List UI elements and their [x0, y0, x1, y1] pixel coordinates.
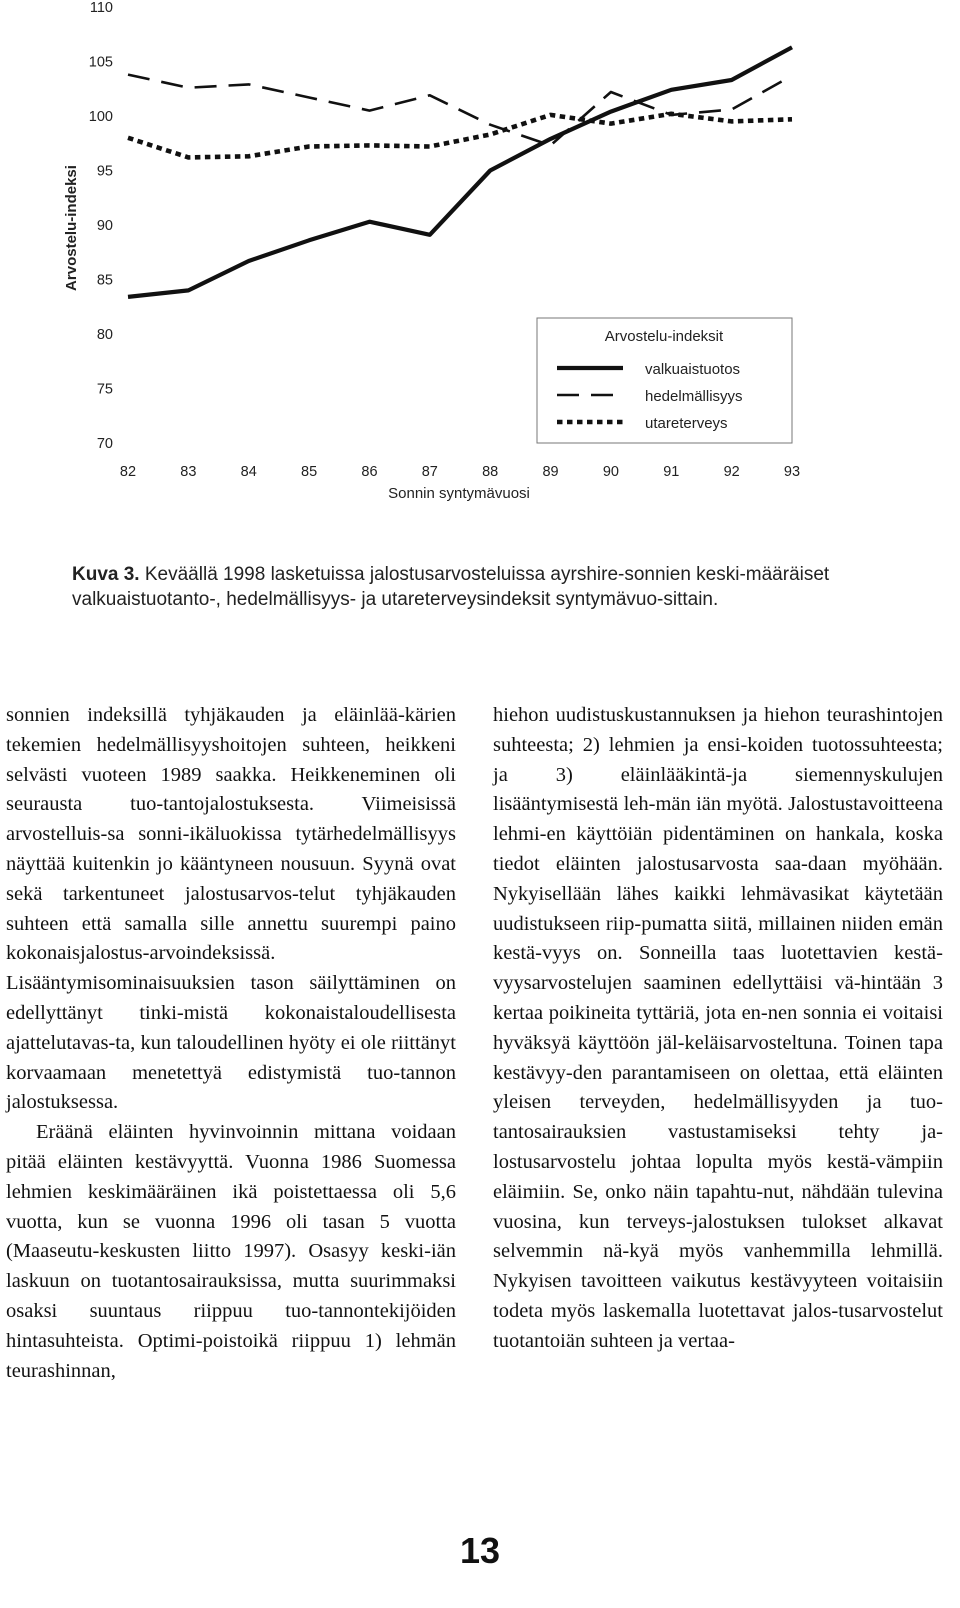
- body-column-right: [493, 701, 943, 1357]
- series-layer: [128, 47, 792, 297]
- figure-caption: [72, 562, 890, 612]
- x-tick-label: 82: [119, 464, 137, 480]
- body-column-left: [6, 701, 456, 1386]
- y-tick-label: 80: [96, 327, 113, 343]
- paragraph: Eräänä eläinten hyvinvoinnin mittana voidaan pitää eläinten kestävyyttä. Vuonna 1986 Suomessa lehmien keskimääräinen ikä poistettaessa oli 5,6 vuotta, kun se vuonna 1996 oli tasan 5 vuotta (Maaseutu-keskusten liitto 1997). Osasyy keski-iän laskuun on tuotantosairauksissa, mutta suurimmaksi osaksi suuntaus riippuu tuo-tannontekijöiden hintasuhteista. Optimi-poistoikä riippuu 1) lehmän teurashinnan,: [6, 1121, 456, 1382]
- legend-label: valkuaistuotos: [645, 361, 741, 378]
- y-tick-label: 95: [96, 163, 113, 180]
- y-tick-label: 100: [88, 109, 113, 125]
- y-tick-label: 70: [96, 436, 113, 452]
- line-chart: [0, 0, 960, 530]
- legend: [537, 318, 792, 443]
- series-line-utareterveys: [128, 114, 792, 158]
- series-line-valkuaistuotos: [128, 47, 792, 297]
- caption-label: Kuva 3.: [72, 564, 140, 585]
- y-axis-label: Arvostelu-indeksi: [63, 165, 80, 291]
- y-tick-label: 90: [96, 218, 113, 234]
- y-tick-label: 110: [89, 0, 113, 16]
- x-tick-label: 90: [602, 464, 619, 480]
- paragraph: sonnien indeksillä tyhjäkauden ja eläinlää-kärien tekemien hedelmällisyyshoitojen suhteen, heikkeni selvästi vuoteen 1989 saakka. Heikkeneminen oli seurausta tuo-tantojalostuksesta. Viimeisissä arvostelluis-sa sonni-ikäluokissa tytärhedelmällisyys näyttää kuitenkin jo kääntyneen nousuun. Syynä ovat sekä tarkentuneet jalostusarvos-telut tyhjäkauden suhteen että samalla sille annettu suurempi paino kokonaisjalostus-arvoindeksissä. Lisääntymisominaisuuksien tason säilyttäminen on edellyttänyt tinki-mistä kokonaistaloudellisesta ajattelutavas-ta, kun taloudellinen hyöty ei ole riittänyt korvaamaan menetettyä edistymistä tuo-tannon jalostuksessa.: [6, 704, 456, 1114]
- x-axis-ticks: [120, 464, 800, 480]
- legend-label: utareterveys: [645, 415, 728, 432]
- x-tick-label: 92: [723, 464, 740, 480]
- legend-label: hedelmällisyys: [645, 388, 743, 405]
- x-tick-label: 83: [180, 464, 197, 480]
- x-tick-label: 88: [482, 464, 499, 480]
- y-axis-ticks: [89, 0, 113, 452]
- page-number: 13: [459, 1530, 501, 1571]
- x-tick-label: 86: [361, 464, 378, 480]
- y-tick-label: 105: [88, 54, 113, 71]
- caption-text: Keväällä 1998 lasketuissa jalostusarvosteluissa ayrshire-sonnien keski-määräiset valkuaistuotanto-, hedelmällisyys- ja utareterveysindeksit syntymävuo-sittain.: [72, 564, 830, 610]
- x-tick-label: 89: [542, 464, 559, 480]
- legend-title: Arvostelu-indeksit: [604, 328, 724, 345]
- x-axis-label: Sonnin syntymävuosi: [388, 485, 530, 502]
- x-tick-label: 93: [783, 464, 801, 480]
- x-tick-label: 84: [240, 464, 257, 480]
- y-tick-label: 85: [96, 272, 113, 289]
- x-tick-label: 87: [421, 464, 438, 480]
- paragraph: hiehon uudistuskustannuksen ja hiehon teurashintojen suhteesta; 2) lehmien ja ensi-koiden tuotossuhteesta; ja 3) eläinlääkintä-ja siemennyskulujen lisääntymisestä leh-män iän myötä. Jalostustavoitteena lehmi-en käyttöiän pidentäminen on hankala, koska tiedot eläinten jalostusarvosta saa-daan myöhään. Nykyisellään lähes kaikki lehmävasikat käytetään uudistukseen riip-pumatta siitä, millainen niiden emän kestä-vyys on. Sonneilla taas luotettavien kestä-vyysarvostelujen saaminen edellyttäisi vä-hintään 3 kertaa poikineita tyttäriä, jota en-nen sonnia ei voitaisi hyväksyä käyttöön jäl-keläisarvosteltuna. Toinen tapa kestävyy-den parantamiseen on olettaa, että eläinten yleisen terveyden, hedelmällisyyden ja tuo-tantosairauksien vastustamiseksi tehty ja-lostusarvostelu johtaa lopulta myös kestä-vämpiin eläimiin. Se, onko näin tapahtu-nut, nähdään tulevina vuosina, kun terveys-jalostuksen tulokset alkavat selvemmin nä-kyä myös vanhemmilla lehmillä. Nykyisen tavoitteen vaikutus kestävyyteen voitaisiin todeta myös laskemalla luotettavat jalos-tusarvostelut tuotantoiän suhteen ja vertaa-: [493, 704, 943, 1352]
- y-tick-label: 75: [96, 381, 113, 398]
- x-tick-label: 85: [301, 464, 318, 480]
- x-tick-label: 91: [663, 464, 680, 480]
